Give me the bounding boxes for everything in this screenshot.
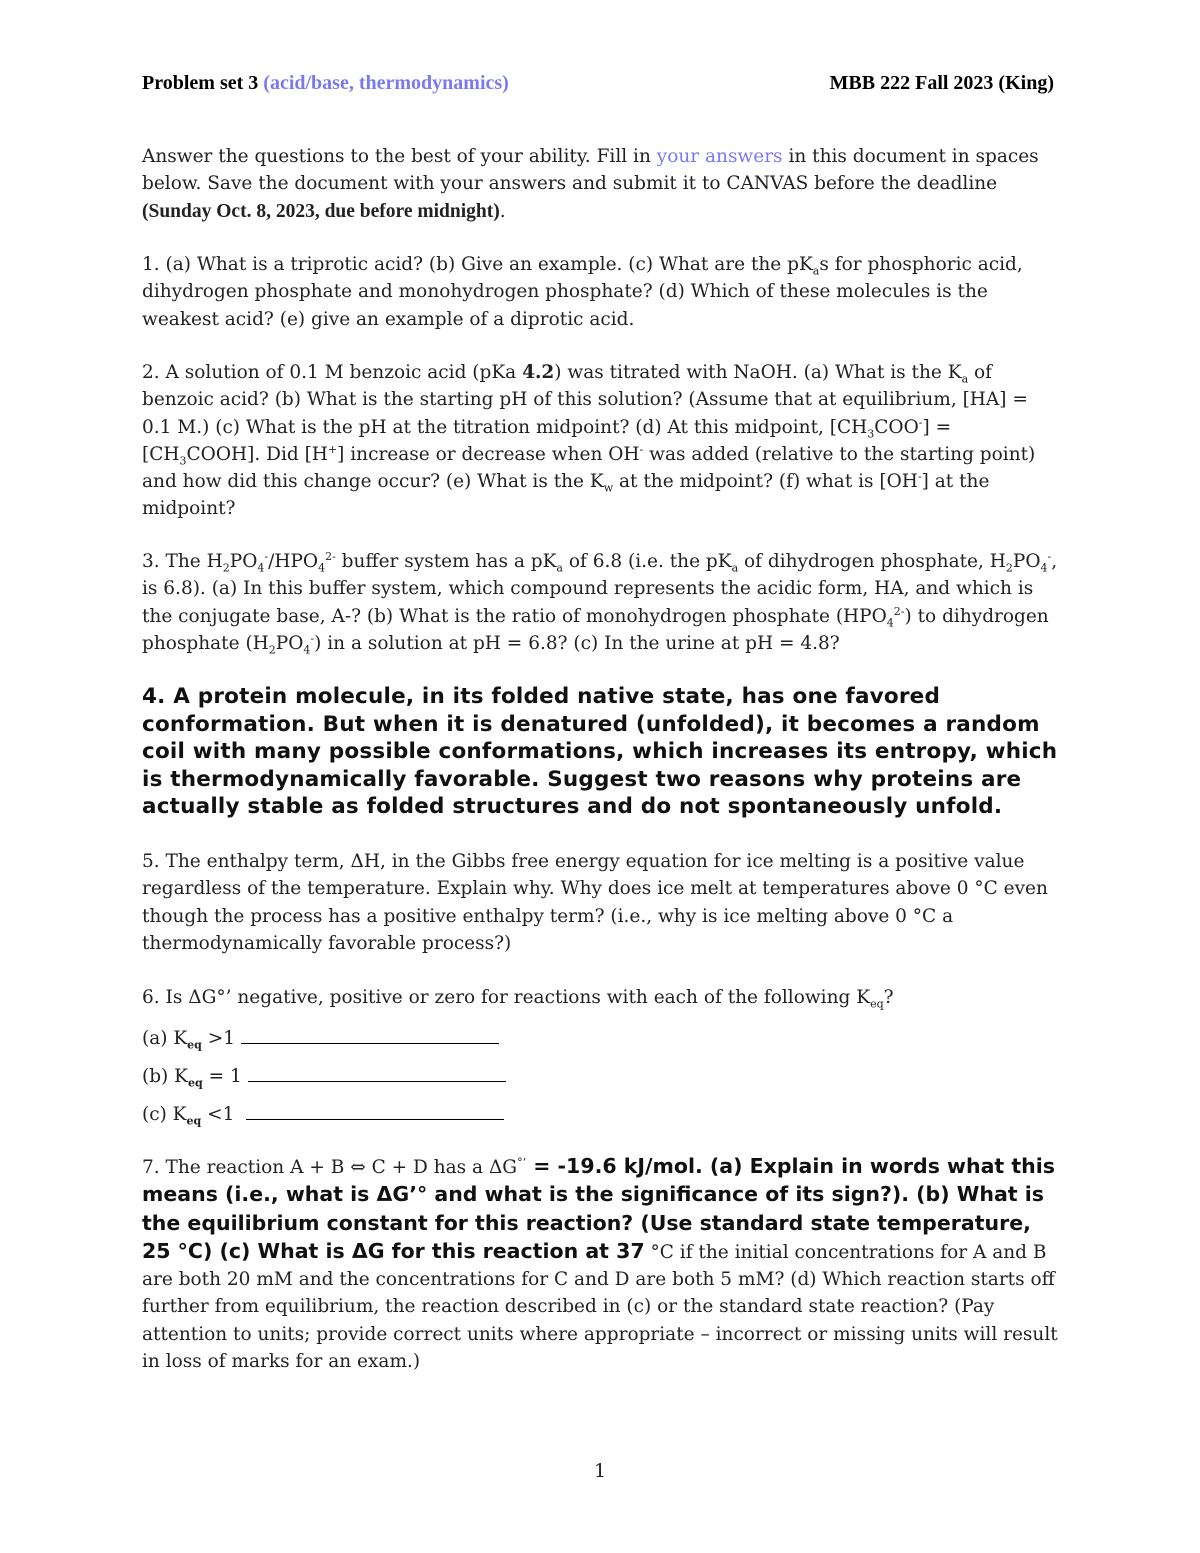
q6-end: ?: [883, 987, 894, 1008]
q3-text-4: buffer system has a pK: [335, 551, 557, 572]
question-1: [142, 251, 1062, 333]
q3-sub: 2: [222, 561, 230, 575]
q7-text-2: C + D has a ΔG: [365, 1157, 518, 1178]
question-5: 5. The enthalpy term, ΔH, in the Gibbs free energy equation for ice melting is a positive value regardless of the temperature. Explain why. Why does ice melt at temperatures above 0 °C even though the process has a positive enthalpy term? (i.e., why is ice melting above 0 °C a thermodynamically favorable process?): [142, 851, 1048, 954]
q3-sup: -: [310, 631, 315, 645]
intro-paragraph: [142, 143, 1062, 225]
q7-text-1: 7. The reaction A + B: [142, 1157, 351, 1178]
answer-sub: eq: [186, 1114, 202, 1128]
question-2: [142, 359, 1062, 523]
q3-text-1: 3. The H: [142, 551, 223, 572]
question-7: [142, 1153, 1062, 1375]
answer-row-a: [142, 1025, 499, 1052]
q2-sub-3: 3: [867, 427, 875, 441]
q2-sub-3b: 3: [179, 454, 187, 468]
q2-sup-minus: -: [918, 415, 923, 429]
deadline: (Sunday Oct. 8, 2023, due before midnight): [142, 200, 500, 222]
q7-sup: °’: [517, 1155, 527, 1169]
q3-text-9: ) to dihydrogen phosphate (H: [142, 605, 1049, 654]
q2-sub-a: a: [961, 372, 969, 386]
q2-pka: 4.2: [522, 362, 555, 383]
q3-sup: 2-: [893, 604, 905, 618]
answer-label-2: >1: [201, 1028, 236, 1049]
intro-text: Answer the questions to the best of your ability. Fill in: [142, 146, 651, 167]
q7-bold-text: = -19.6 kJ/mol. (a) Explain in words what this means (i.e., what is ΔG’° and what is the significance of its sign?). (b) What is the equilibrium constant for this reaction? (Use standard state temperature, 25 °C) (c) What is ΔG for this reaction at 37: [142, 1154, 1055, 1263]
equilibrium-arrow-icon: ⇔: [350, 1157, 366, 1178]
q3-text-10: PO: [275, 632, 304, 654]
q3-text-5: of 6.8 (i.e. the pK: [562, 551, 732, 572]
answer-label: (c) K: [142, 1104, 187, 1125]
q3-text-2: PO: [229, 551, 258, 572]
q3-sub: a: [731, 561, 739, 575]
q1-text-2: s for phosphoric acid, dihydrogen phosphate and monohydrogen phosphate? (d) Which of these molecules is the weakest acid? (e) give an example of a diprotic acid.: [142, 254, 1023, 330]
q6-text: 6. Is ΔG°’ negative, positive or zero for reactions with each of the following K: [142, 987, 871, 1008]
answer-blank-a[interactable]: [241, 1025, 499, 1044]
intro-end: .: [499, 200, 506, 222]
q2-text-1: 2. A solution of 0.1 M benzoic acid (pKa: [142, 362, 523, 383]
q3-text-8: , is 6.8). (a) In this buffer system, which compound represents the acidic form, HA, and which is the conjugate base, A-? (b) What is the ratio of monohydrogen phosphate (HPO: [142, 551, 1058, 627]
q1-sub: a: [812, 264, 820, 278]
q3-text-7: PO: [1012, 551, 1041, 572]
answer-row-c: [142, 1101, 504, 1128]
q3-text-6: of dihydrogen phosphate, H: [738, 551, 1006, 572]
q2-text-8: was added (relative to the starting point) and how did this change occur? (e) What is the K: [142, 443, 1036, 493]
q2-text-9: at the midpoint? (f) what is [OH: [613, 471, 918, 493]
q7-text-4: °C if the initial concentrations for A and B are both 20 mM and the concentrations for C and D are both 5 mM? (d) Which reaction starts off further from equilibrium, the reaction described in (c) or the standard state reaction? (Pay attention to units; provide correct units where appropriate – incorrect or missing units will result in loss of marks for an exam.): [142, 1241, 1058, 1373]
q3-sup: 2-: [325, 549, 336, 563]
answer-label: (a) K: [142, 1028, 188, 1049]
q2-sup-minus-c: -: [917, 470, 922, 484]
q3-sub: 4: [886, 616, 894, 630]
q3-sup: -: [264, 549, 269, 563]
answer-sub: eq: [187, 1038, 202, 1052]
q3-sub: 4: [1040, 561, 1048, 575]
q6-sub: eq: [870, 997, 884, 1011]
page-number: 1: [593, 1460, 607, 1482]
header-left: [142, 72, 509, 95]
problem-set-topic: (acid/base, thermodynamics): [263, 72, 509, 94]
q3-sub: a: [556, 561, 563, 575]
q2-text-5: ] = [CH: [142, 416, 952, 465]
answer-label-2: = 1: [202, 1066, 242, 1087]
question-3: [142, 548, 1062, 657]
q2-sup-minus-b: -: [639, 442, 644, 456]
intro-highlight: your answers: [656, 146, 783, 167]
q2-text-7: ] increase or decrease when OH: [337, 443, 640, 465]
q3-sub: 4: [318, 561, 326, 575]
q2-text-4: COO: [874, 416, 919, 438]
problem-set-title: Problem set 3: [142, 72, 259, 94]
q2-text-3: of benzoic acid? (b) What is the starting pH of this solution? (Assume that at equilibrium, [HA] = 0.1 M.) (c) What is the pH at the titration midpoint? (d) At this midpoint, [CH: [142, 362, 1028, 438]
q3-text-3: /HPO: [268, 551, 319, 572]
q3-text-11: ) in a solution at pH = 6.8? (c) In the urine at pH = 4.8?: [314, 632, 840, 654]
answer-label-2: <1: [201, 1104, 241, 1125]
q3-sub: 4: [257, 561, 265, 575]
q3-sup: -: [1047, 549, 1052, 563]
q2-text-6: COOH]. Did [H: [186, 443, 328, 465]
question-4: 4. A protein molecule, in its folded native state, has one favored conformation. But when it is denatured (unfolded), it becomes a random coil with many possible conformations, which increases its entropy, which is thermodynamically favorable. Suggest two reasons why proteins are actually stable as folded structures and do not spontaneously unfold.: [142, 684, 1058, 819]
answer-label: (b) K: [142, 1066, 188, 1087]
page-header: [142, 72, 1054, 102]
answer-row-b: [142, 1063, 506, 1090]
q2-sub-w: w: [603, 481, 614, 495]
q1-text: 1. (a) What is a triprotic acid? (b) Give an example. (c) What are the pK: [142, 254, 813, 275]
answer-blank-c[interactable]: [246, 1101, 504, 1120]
answer-sub: eq: [187, 1076, 203, 1090]
intro-text-2: in this document in spaces below. Save the document with your answers and submit it to CANVAS before the deadline: [142, 146, 1039, 195]
question-6: [142, 984, 1062, 1011]
q3-sub: 2: [1005, 561, 1013, 575]
q3-sub: 2: [268, 643, 276, 657]
answer-blank-b[interactable]: [248, 1063, 506, 1082]
q3-sub: 4: [303, 643, 311, 657]
q2-text-2: ) was titrated with NaOH. (a) What is the K: [554, 362, 962, 383]
course-label: MBB 222 Fall 2023 (King): [829, 72, 1054, 94]
q2-sup-plus: +: [327, 442, 338, 456]
q2-text-10: ] at the midpoint?: [142, 471, 990, 520]
